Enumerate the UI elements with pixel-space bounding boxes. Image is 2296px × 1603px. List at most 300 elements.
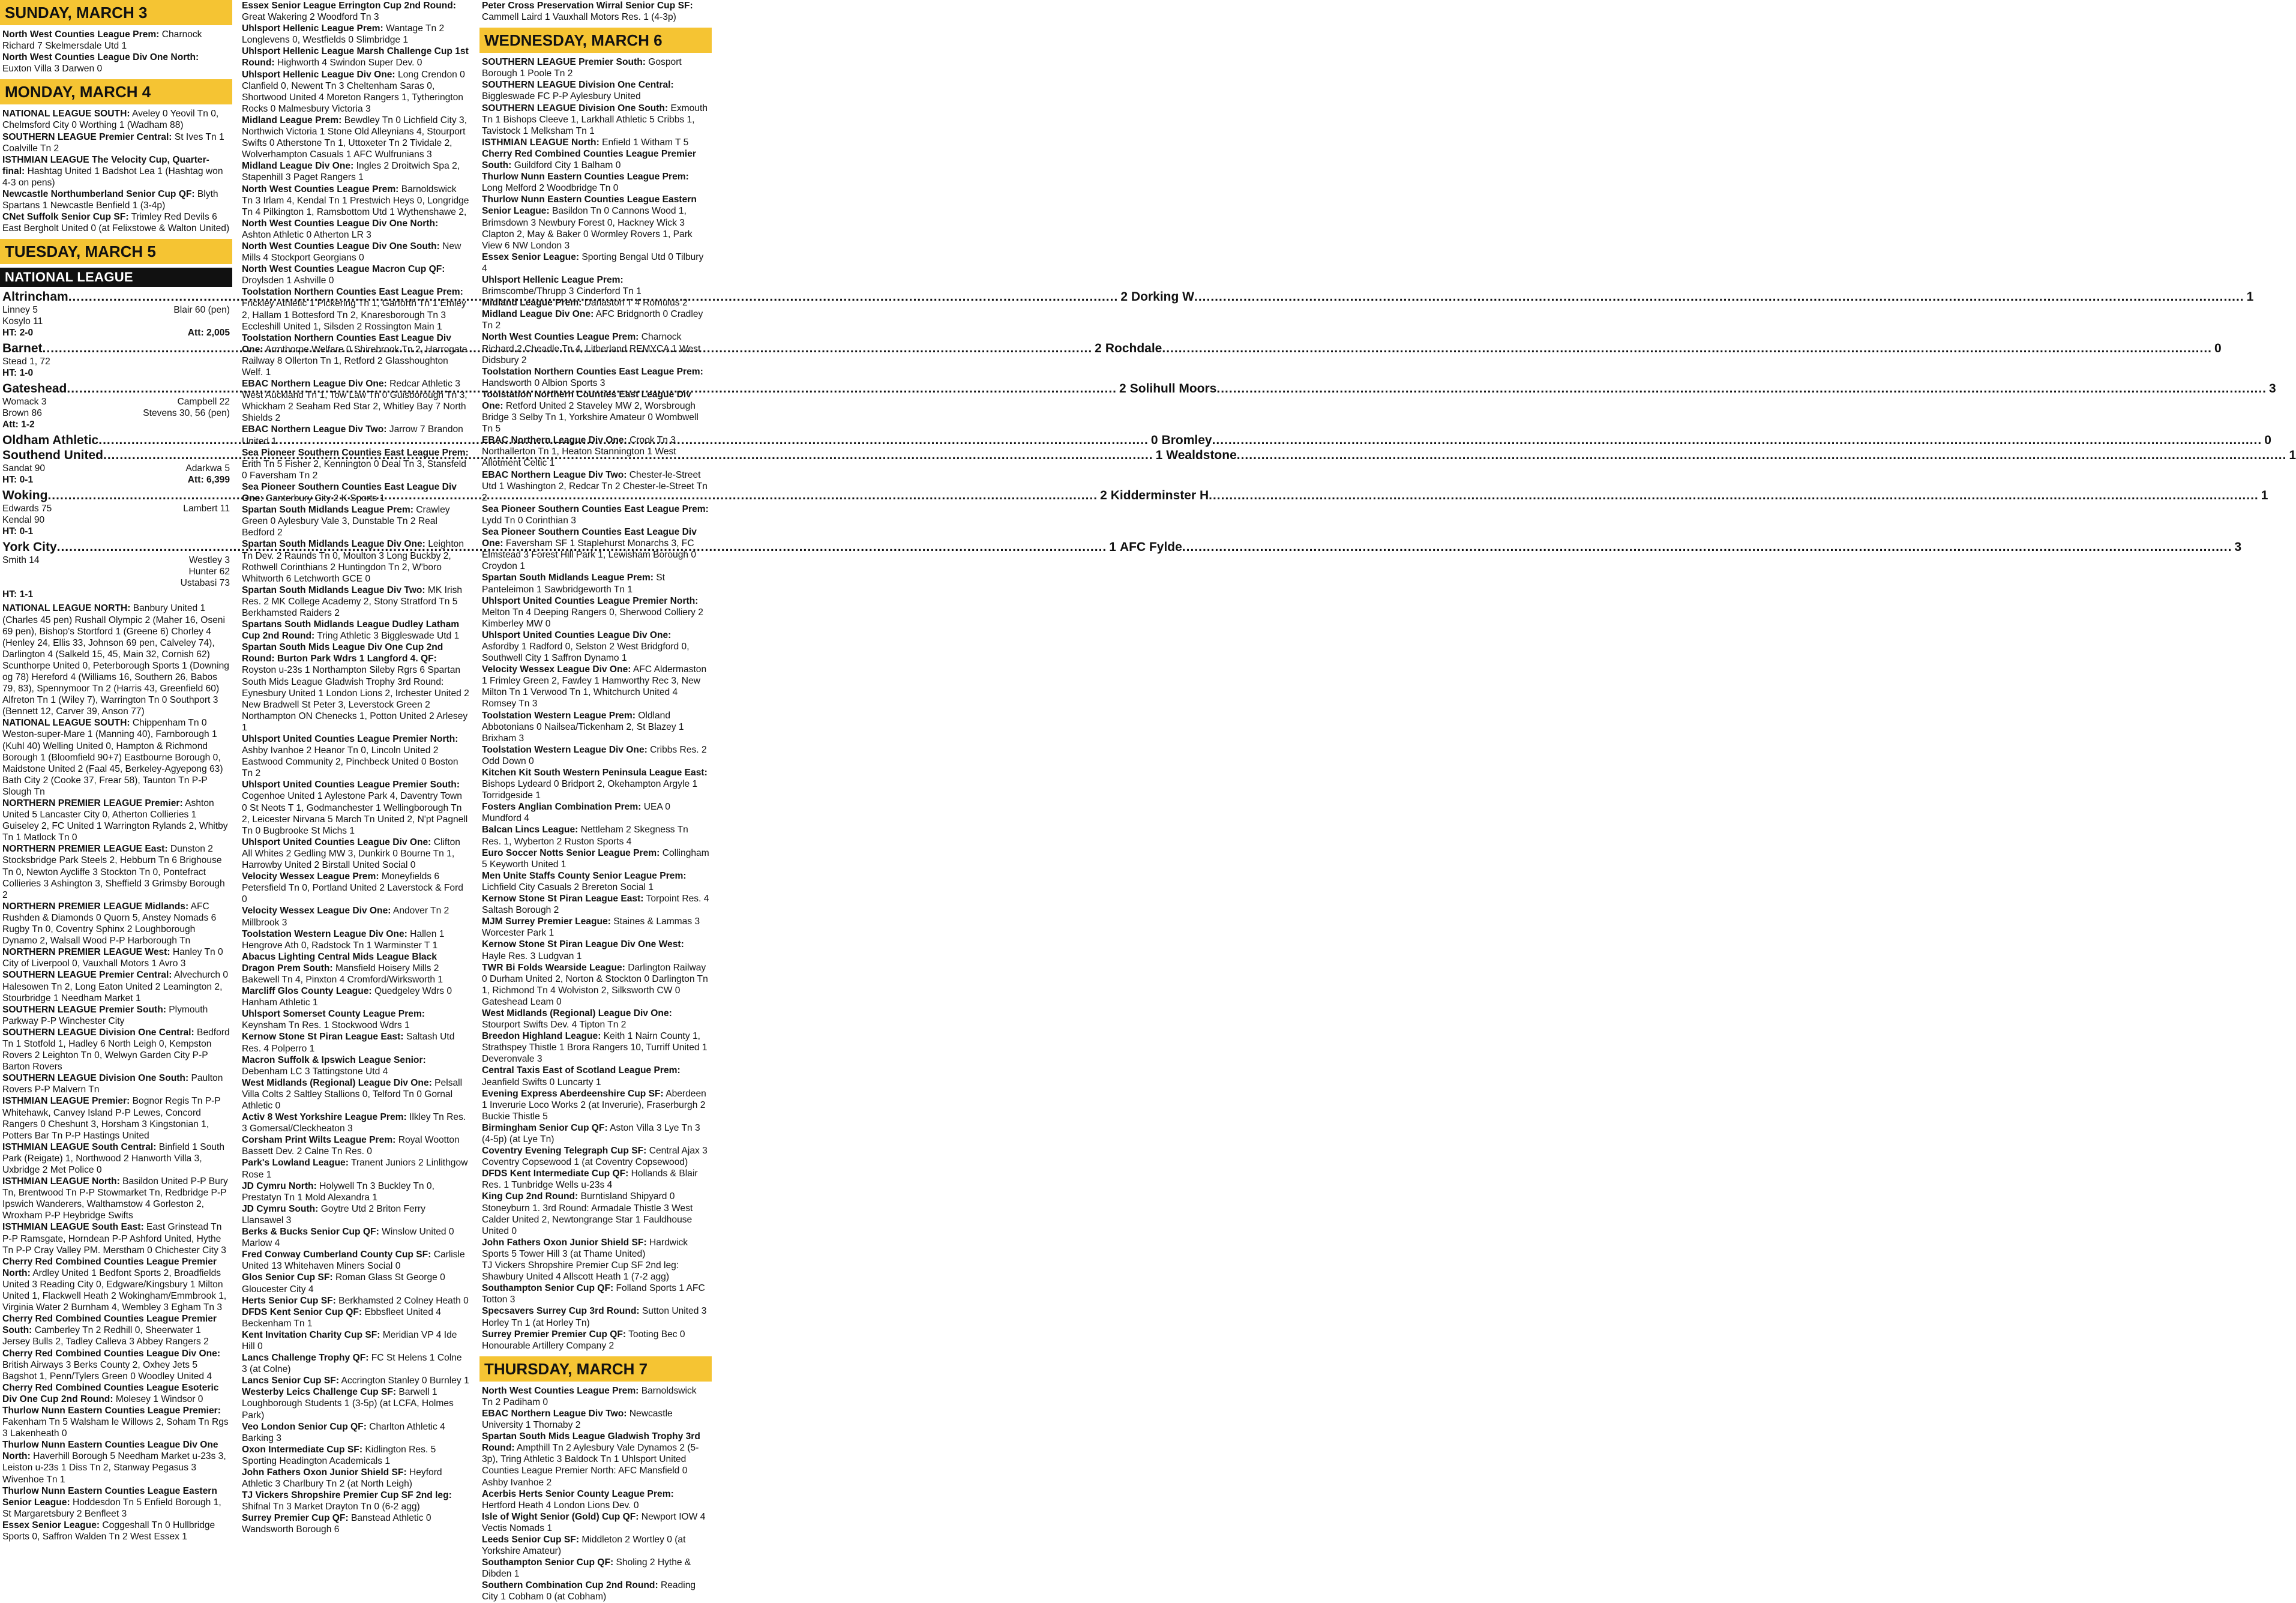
result-entry — [479, 801, 712, 824]
competition-name: ISTHMIAN LEAGUE North: — [2, 1176, 120, 1187]
tuesday-results — [0, 603, 232, 1542]
competition-name: NATIONAL LEAGUE SOUTH: — [2, 718, 130, 729]
result-text: Royal Wootton Bassett Dev. 2 Calne Tn Res. 0 — [242, 1135, 460, 1157]
day-header-sunday: SUNDAY, MARCH 3 — [0, 0, 232, 25]
competition-name: Essex Senior League: — [2, 1520, 100, 1530]
result-entry — [479, 435, 712, 469]
away-scorer: Adarkwa 5 — [185, 463, 230, 474]
result-entry — [479, 1088, 712, 1122]
home-scorer: Sandat 90 — [2, 463, 46, 474]
result-entry — [239, 115, 472, 160]
competition-name: Midland League Div One: — [242, 161, 354, 172]
result-text: Kidlington Res. 5 Sporting Headington Academicals 1 — [242, 1444, 436, 1466]
league-title: NATIONAL LEAGUE — [0, 268, 232, 287]
result-text: Chippenham Tn 0 Weston-super-Mare 1 (Manning 40), Farnborough 1 (Kuhl 40) Welling United 0, Hampton & Richmond Borough 1 (Bloomfield 90+7) Eastbourne Borough 0, Maidstone United 2 (Faal 45, Berkeley-Agyepong 63) Bath City 2 (Cooke 37, Frear 58), Taunton Tn P-P Slough Tn — [2, 718, 223, 797]
result-text: Jeanfield Swifts 0 Luncarty 1 — [482, 1077, 601, 1087]
competition-name: Specsavers Surrey Cup 3rd Round: — [482, 1306, 640, 1317]
result-entry — [0, 717, 232, 798]
result-entry — [479, 630, 712, 664]
result-text: Alvechurch 0 Halesowen Tn 2, Long Eaton United 2 Leamington 2, Stourbridge 1 Needham Market 1 — [2, 970, 229, 1003]
home-scorer — [2, 566, 116, 577]
competition-name: EBAC Northern League Div Two: — [242, 424, 387, 435]
result-text: Clifton All Whites 2 Gedling MW 3, Dunkirk 0 Bourne Tn 1, Harrowby United 2 Birstall United Social 0 — [242, 837, 460, 871]
away-team: AFC Fylde — [1119, 540, 1182, 555]
competition-name: Toolstation Western League Prem: — [482, 710, 636, 721]
competition-name: Berks & Bucks Senior Cup QF: — [242, 1227, 379, 1238]
result-entry — [239, 985, 472, 1008]
result-entry — [479, 308, 712, 331]
result-entry — [239, 1031, 472, 1054]
competition-name: Cherry Red Combined Counties League Premier South: — [482, 148, 697, 171]
result-entry — [239, 1203, 472, 1226]
competition-name: John Fathers Oxon Junior Shield SF: — [242, 1467, 407, 1478]
competition-name: Oxon Intermediate Cup SF: — [242, 1444, 363, 1455]
half-time-score: HT: 2-0 — [2, 328, 34, 338]
home-team: Gateshead — [2, 382, 67, 396]
result-text: Barwell 1 Loughborough Students 1 (3-5p) (at LCFA, Holmes Park) — [242, 1387, 454, 1421]
result-entry — [239, 1249, 472, 1272]
competition-name: Spartan South Midlands League Prem: — [242, 505, 413, 516]
competition-name: Westerby Leics Challenge Cup SF: — [242, 1387, 397, 1398]
result-text: Haverhill Borough 5 Needham Market u-23s 3, Leiston u-23s 1 Diss Tn 2, Stanway Pegasus 3 Wivenhoe Tn 1 — [2, 1451, 226, 1485]
half-time-row — [2, 526, 230, 537]
competition-name: DFDS Kent Intermediate Cup QF: — [482, 1168, 629, 1179]
result-entry — [239, 184, 472, 218]
result-text: Leighton Tn Dev. 2 Raunds Tn 0, Moulton 3 Long Buckby 2, Rothwell Corinthians 2 Huntingdon Tn 2, W'boro Whitworth 6 Letchworth GCE 0 — [242, 539, 464, 584]
result-entry — [479, 251, 712, 274]
result-entry — [239, 585, 472, 619]
day-header-thursday: THURSDAY, MARCH 7 — [479, 1356, 712, 1382]
competition-name: Surrey Premier Cup QF: — [242, 1513, 349, 1524]
result-text: Andover Tn 2 Millbrook 3 — [242, 906, 449, 928]
result-text: Hertford Heath 4 London Lions Dev. 0 — [482, 1500, 639, 1511]
competition-name: North West Counties League Div One North: — [242, 218, 439, 229]
result-text: Hashtag United 1 Badshot Lea 1 (Hashtag won 4-3 on pens) — [2, 166, 223, 188]
result-text: Meridian VP 4 Ide Hill 0 — [242, 1329, 457, 1352]
result-text: Ashton Athletic 0 Atherton LR 3 — [242, 229, 371, 240]
result-entry — [479, 1065, 712, 1087]
result-entry — [479, 1385, 712, 1408]
result-entry — [239, 1272, 472, 1295]
competition-name: Sea Pioneer Southern Counties East League Div One: — [482, 527, 697, 549]
result-text: Keith 1 Nairn County 1, Strathspey Thistle 1 Brora Rangers 10, Turriff United 1 Deveronvale 3 — [482, 1031, 708, 1065]
competition-name: Thurlow Nunn Eastern Counties League Prem: — [482, 172, 689, 182]
competition-name: MJM Surrey Premier League: — [482, 916, 611, 927]
competition-name: Essex Senior League Errington Cup 2nd Round: — [242, 1, 456, 11]
result-entry — [0, 188, 232, 211]
result-entry — [479, 1408, 712, 1431]
result-entry — [479, 194, 712, 251]
result-entry — [479, 1283, 712, 1305]
result-entry — [239, 871, 472, 905]
result-entry — [479, 274, 712, 297]
result-text: Handsworth 0 Albion Sports 3 — [482, 377, 606, 388]
home-team: Oldham Athletic — [2, 433, 99, 448]
result-entry — [479, 1431, 712, 1488]
result-entry — [0, 108, 232, 131]
result-text: Burntisland Shipyard 0 Stoneyburn 1. 3rd Round: Armadale Thistle 3 West Calder United 2, Newtongrange Star 1 Fauldhouse United 0 — [482, 1191, 693, 1236]
competition-name: EBAC Northern League Div Two: — [482, 469, 627, 480]
result-entry — [239, 779, 472, 836]
result-text: Ashton United 5 Lancaster City 0, Atherton Collieries 1 Guiseley 2, FC United 1 Warrington Rylands 2, Whitby Tn 1 Matlock Tn 0 — [2, 798, 228, 843]
result-entry — [239, 905, 472, 928]
result-entry — [239, 619, 472, 642]
result-entry — [479, 572, 712, 595]
dot-leader — [1209, 488, 2259, 503]
result-text: Heyford Athletic 3 Charlbury Tn 2 (at North Leigh) — [242, 1467, 442, 1490]
result-text: Carlisle United 13 Whitehaven Miners Social 0 — [242, 1250, 465, 1272]
result-entry — [239, 951, 472, 985]
result-text: FC St Helens 1 Colne 3 (at Colne) — [242, 1353, 462, 1375]
away-scorer: Hunter 62 — [188, 567, 230, 577]
away-team: Bromley — [1161, 433, 1212, 448]
result-entry — [239, 1512, 472, 1535]
away-scorer: Westley 3 — [188, 555, 230, 566]
result-text: Plymouth Parkway P-P Winchester City — [2, 1004, 208, 1026]
scorer-row — [2, 396, 230, 408]
result-text: Tring Athletic 3 Biggleswade Utd 1 — [314, 631, 460, 642]
result-text: Gosport Borough 1 Poole Tn 2 — [482, 57, 682, 79]
competition-name: SOUTHERN LEAGUE Premier South: — [2, 1004, 166, 1015]
result-text: Debenham LC 3 Tattingstone Utd 4 — [242, 1066, 388, 1077]
scorer-row — [2, 566, 230, 577]
result-entry — [0, 946, 232, 969]
competition-name: Cherry Red Combined Counties League Premier South: — [2, 1314, 217, 1336]
result-text: Torpoint Res. 4 Saltash Borough 2 — [482, 894, 709, 916]
result-text: Lichfield City Casuals 2 Brereton Social 1 — [482, 882, 654, 892]
away-score: 3 — [2234, 540, 2242, 555]
result-entry — [0, 1405, 232, 1439]
competition-name: Breedon Highland League: — [482, 1031, 601, 1042]
competition-name: Velocity Wessex League Prem: — [242, 871, 379, 882]
result-text: Enfield 1 Witham T 5 — [599, 137, 689, 148]
result-text: Darlaston T 4 Romulus 2 — [582, 298, 688, 308]
competition-name: Lancs Challenge Trophy QF: — [242, 1353, 369, 1364]
result-entry — [239, 332, 472, 378]
competition-name: SOUTHERN LEAGUE Division One Central: — [2, 1027, 194, 1038]
competition-name: Kitchen Kit South Western Peninsula League East: — [482, 768, 708, 778]
result-entry — [479, 504, 712, 526]
result-text: Basildon United P-P Bury Tn, Brentwood Tn P-P Stowmarket Tn, Redbridge P-P Ipswich Wanderers, Walthamstow 4 Gorleston 2, Wroxham P-P Heybridge Swifts — [2, 1176, 228, 1221]
competition-name: Thurlow Nunn Eastern Counties League Eastern Senior League: — [2, 1485, 217, 1508]
result-text: Blyth Spartans 1 Newcastle Benfield 1 (3-4p) — [2, 189, 218, 211]
competition-name: EBAC Northern League Div One: — [242, 379, 387, 389]
result-text: Coggeshall Tn 0 Hullbridge Sports 0, Saffron Walden Tn 2 West Essex 1 — [2, 1520, 215, 1542]
result-entry — [239, 263, 472, 286]
result-text: Binfield 1 South Park (Reigate) 1, Northwood 2 Hanworth Villa 3, Uxbridge 2 Met Police 0 — [2, 1141, 225, 1175]
competition-name: EBAC Northern League Div Two: — [482, 1408, 627, 1419]
result-entry — [479, 1237, 712, 1260]
result-entry — [479, 0, 712, 23]
result-entry — [239, 378, 472, 424]
result-entry — [479, 366, 712, 389]
result-text: Hallen 1 Hengrove Ath 0, Radstock Tn 1 Warminster T 1 — [242, 928, 445, 951]
away-score: 0 — [2214, 341, 2222, 356]
competition-name: Midland League Div One: — [482, 309, 594, 320]
result-text: British Airways 3 Berks County 2, Oxhey Jets 5 Bagshot 1, Penn/Tylers Green 0 Woodley United 4 — [2, 1359, 212, 1382]
competition-name: Uhlsport Hellenic League Marsh Challenge Cup 1st Round: — [242, 46, 469, 68]
result-text: Middleton 2 Wortley 0 (at Yorkshire Amateur) — [482, 1535, 686, 1557]
home-score: 1 — [1155, 448, 1163, 463]
result-text: Ingles 2 Droitwich Spa 2, Stapenhill 3 Paget Rangers 1 — [242, 161, 460, 183]
competition-name: Sea Pioneer Southern Counties East League Prem: — [242, 447, 469, 458]
competition-name: Sea Pioneer Southern Counties East League Div One: — [242, 481, 457, 504]
result-entry — [479, 939, 712, 961]
competition-name: Abacus Lighting Central Mids League Black Dragon Prem South: — [242, 951, 437, 973]
competition-name: Sea Pioneer Southern Counties East League Prem: — [482, 504, 709, 514]
competition-name: John Fathers Oxon Junior Shield SF: — [482, 1237, 647, 1248]
competition-name: DFDS Kent Senior Cup QF: — [242, 1307, 362, 1317]
result-text: Charnock Richard 2 Cheadle Tn 4, Litherland REMYCA 1 West Didsbury 2 — [482, 332, 701, 365]
result-text: Mansfield Hoisery Mills 2 Bakewell Tn 4, Pinxton 4 Cromford/Wirksworth 1 — [242, 963, 443, 985]
result-entry — [0, 1072, 232, 1095]
result-entry — [239, 481, 472, 504]
competition-name: SOUTHERN LEAGUE Premier South: — [482, 57, 646, 68]
competition-name: Velocity Wessex League Div One: — [242, 906, 391, 916]
competition-name: JD Cymru South: — [242, 1203, 319, 1214]
competition-name: SOUTHERN LEAGUE Division One South: — [2, 1073, 189, 1084]
result-text: MK Irish Res. 2 MK College Academy 2, Stony Stratford Tn 5 Berkhamsted Raiders 2 — [242, 585, 463, 618]
result-text: Newcastle University 1 Thornaby 2 — [482, 1408, 673, 1431]
half-time-row — [2, 474, 230, 486]
result-entry — [479, 664, 712, 709]
result-entry — [239, 69, 472, 115]
result-entry — [239, 1490, 472, 1512]
competition-name: Uhlsport United Counties League Premier North: — [242, 734, 458, 744]
tuesday-results-continued — [239, 0, 472, 1536]
away-team: Solihull Moors — [1129, 382, 1217, 396]
result-text: Sporting Bengal Utd 0 Tilbury 4 — [482, 251, 704, 274]
result-text: Oldland Abbotonians 0 Nailsea/Tickenham 2, St Blazey 1 Brixham 3 — [482, 710, 684, 744]
competition-name: ISTHMIAN LEAGUE South Central: — [2, 1141, 157, 1152]
competition-name: Surrey Premier Premier Cup QF: — [482, 1329, 627, 1340]
competition-name: JD Cymru North: — [242, 1180, 317, 1191]
result-text: Lydd Tn 0 Corinthian 3 — [482, 515, 576, 526]
result-text: Cribbs Res. 2 Odd Down 0 — [482, 744, 707, 766]
result-text: Barnoldswick Tn 3 Irlam 4, Kendal Tn 1 Prestwich Heys 0, Longridge Tn 4 Pilkington 1, Ramsbottom Utd 1 Wythenshawe 2, — [242, 184, 469, 217]
competition-name: Leeds Senior Cup SF: — [482, 1535, 580, 1545]
competition-name: Toolstation Northern Counties East League Prem: — [482, 366, 703, 377]
competition-name: Men Unite Staffs County Senior League Prem: — [482, 870, 687, 881]
competition-name: King Cup 2nd Round: — [482, 1191, 579, 1202]
result-entry — [0, 1439, 232, 1485]
result-entry — [0, 1485, 232, 1520]
result-entry — [479, 595, 712, 630]
result-text: Staines & Lammas 3 Worcester Park 1 — [482, 916, 700, 939]
attendance: Att: 2,005 — [187, 328, 230, 338]
result-text: Bognor Regis Tn P-P Whitehawk, Canvey Island P-P Lewes, Concord Rangers 0 Cheshunt 3, Horsham 3 Kingstonian 1, Potters Bar Tn P-P Hastings United — [2, 1096, 221, 1141]
competition-name: Newcastle Northumberland Senior Cup QF: — [2, 189, 195, 200]
competition-name: Thurlow Nunn Eastern Counties League Div One North: — [2, 1440, 218, 1462]
result-text: Sutton United 3 Horley Tn 1 (at Horley Tn) — [482, 1306, 707, 1328]
result-entry — [479, 171, 712, 194]
result-entry — [239, 424, 472, 447]
dot-leader — [1194, 289, 2244, 304]
result-entry — [479, 1030, 712, 1065]
competition-name: Spartan South Mids League Gladwish Trophy 3rd Round: — [482, 1431, 700, 1454]
result-entry — [479, 79, 712, 102]
result-entry — [0, 1141, 232, 1176]
result-text: Stourport Swifts Dev. 4 Tipton Tn 2 — [482, 1020, 627, 1030]
away-scorer: Ustabasi 73 — [180, 578, 230, 589]
scorer-row — [2, 577, 230, 589]
result-text: Aberdeen 1 Inverurie Loco Works 2 (at Inverurie), Fraserburgh 2 Buckie Thistle 5 — [482, 1088, 706, 1122]
result-entry — [239, 928, 472, 951]
result-entry — [0, 154, 232, 188]
result-text: Holywell Tn 3 Buckley Tn 0, Prestatyn Tn 1 Mold Alexandra 1 — [242, 1180, 434, 1203]
result-text: Bewdley Tn 0 Lichfield City 3, Northwich Victoria 1 Stone Old Alleynians 4, Stourport Swifts 0 Atherstone Tn 1, Uttoxeter Tn 2 Tividale 2, Wolverhampton Casuals 1 AFC Wulfrunians 3 — [242, 115, 467, 160]
competition-name: NORTHERN PREMIER LEAGUE Midlands: — [2, 901, 189, 912]
competition-name: ISTHMIAN LEAGUE The Velocity Cup, Quarter-final: — [2, 154, 209, 176]
half-time-row — [2, 589, 230, 600]
competition-name: Uhlsport Hellenic League Prem: — [242, 23, 383, 34]
result-text: Ashby Ivanhoe 2 Heanor Tn 0, Lincoln United 2 Eastwood Community 2, Pinchbeck United 0 Boston Tn 2 — [242, 745, 458, 779]
result-text: Aveley 0 Yeovil Tn 0, Chelmsford City 0 Worthing 1 (Wadham 88) — [2, 109, 219, 131]
competition-name: North West Counties League Macron Cup QF: — [242, 264, 445, 275]
result-entry — [0, 969, 232, 1003]
result-text: Sholing 2 Hythe & Dibden 1 — [482, 1557, 691, 1580]
scorer-row — [2, 356, 230, 367]
result-text: Charnock Richard 7 Skelmersdale Utd 1 — [2, 29, 202, 52]
result-entry — [239, 1375, 472, 1386]
result-text: AFC Aldermaston 1 Frimley Green 2, Fawley 1 Hamworthy Rec 3, New Milton Tn 1 Verwood Tn 1, Whitchurch United 4 Romsey Tn 3 — [482, 664, 707, 709]
result-text: Newport IOW 4 Vectis Nomads 1 — [482, 1511, 706, 1533]
competition-name: North West Counties League Prem: — [482, 1385, 639, 1396]
scorer-row — [2, 316, 230, 327]
competition-name: Uhlsport United Counties League Premier North: — [482, 595, 699, 606]
result-entry — [479, 297, 712, 308]
away-scorer — [116, 356, 230, 367]
home-score: 1 — [1109, 540, 1116, 555]
result-text: Ampthill Tn 2 Aylesbury Vale Dynamos 2 (5-3p), Tring Athletic 3 Baldock Tn 1 Uhlsport United Counties League Premier North: AFC Mansfield 0 Ashby Ivanhoe 2 — [482, 1443, 699, 1488]
result-text: Shifnal Tn 3 Market Drayton Tn 0 (6-2 agg) — [242, 1502, 420, 1512]
result-entry — [479, 1168, 712, 1191]
competition-name: CNet Suffolk Senior Cup SF: — [2, 212, 129, 223]
result-text: Goytre Utd 2 Briton Ferry Llansawel 3 — [242, 1203, 425, 1226]
competition-name: Kernow Stone St Piran League Div One West: — [482, 939, 684, 950]
competition-name: Birmingham Senior Cup QF: — [482, 1122, 608, 1133]
competition-name: Toolstation Western League Div One: — [482, 744, 648, 755]
result-text: Keynsham Tn Res. 1 Stockwood Wdrs 1 — [242, 1020, 410, 1031]
result-text: Hoddesdon Tn 5 Enfield Borough 1, St Margaretsbury 2 Benfleet 3 — [2, 1497, 221, 1519]
competition-name: Acerbis Herts Senior County League Prem: — [482, 1488, 674, 1499]
result-text: Ebbsfleet United 4 Beckenham Tn 1 — [242, 1307, 441, 1329]
result-text: Bishops Lydeard 0 Bridport 2, Okehampton Argyle 1 Torridgeside 1 — [482, 779, 698, 801]
competition-name: Glos Senior Cup SF: — [242, 1272, 333, 1283]
result-entry — [239, 1111, 472, 1134]
result-entry — [239, 733, 472, 779]
competition-name: Kernow Stone St Piran League East: — [242, 1032, 404, 1042]
competition-name: Uhlsport Somerset County League Prem: — [242, 1009, 425, 1020]
result-entry — [479, 1557, 712, 1580]
competition-name: Uhlsport Hellenic League Div One: — [242, 69, 395, 80]
result-entry — [0, 798, 232, 843]
away-scorer — [116, 316, 230, 327]
result-text: Collingham 5 Keyworth United 1 — [482, 847, 709, 870]
result-entry — [0, 1221, 232, 1256]
result-entry — [0, 843, 232, 900]
result-entry — [479, 767, 712, 801]
home-score: 2 — [1100, 489, 1107, 503]
result-entry — [239, 1134, 472, 1157]
result-entry — [479, 331, 712, 365]
competition-name: Spartan South Midlands League Div One: — [242, 539, 425, 550]
competition-name: Euro Soccer Notts Senior League Prem: — [482, 847, 660, 858]
result-text: TJ Vickers Shropshire Premier Cup SF 2nd leg: Shawbury United 4 Allscott Heath 1 (7-2 agg) — [482, 1260, 679, 1283]
result-text: Hollands & Blair Res. 1 Tunbridge Wells u-23s 4 — [482, 1168, 698, 1191]
competition-name: Midland League Prem: — [482, 298, 582, 308]
sunday-results — [0, 29, 232, 74]
result-entry — [479, 137, 712, 148]
result-text: Biggleswade FC P-P Aylesbury United — [482, 91, 641, 102]
result-text: Long Crendon 0 Clanfield 0, Newent Tn 3 Cheltenham Saras 0, Shortwood United 4 Moreton Rangers 1, Tytherington Rocks 0 Malmesbury Victoria 3 — [242, 69, 465, 114]
competition-name: Activ 8 West Yorkshire League Prem: — [242, 1112, 407, 1123]
result-entry — [239, 447, 472, 481]
result-entry — [239, 286, 472, 332]
result-text: Hardwick Sports 5 Tower Hill 3 (at Thame United) — [482, 1237, 688, 1259]
scorer-row — [2, 555, 230, 566]
result-text: Reading City 1 Cobham 0 (at Cobham) — [482, 1580, 696, 1602]
result-text: Ilkley Tn Res. 3 Gomersal/Cleckheaton 3 — [242, 1112, 466, 1134]
competition-name: Central Taxis East of Scotland League Prem: — [482, 1065, 681, 1076]
result-entry — [239, 46, 472, 68]
result-entry — [239, 1444, 472, 1467]
result-entry — [479, 1534, 712, 1557]
result-entry — [0, 1027, 232, 1072]
dot-leader — [1237, 448, 2287, 463]
competition-name: Uhlsport Hellenic League Prem: — [482, 274, 624, 285]
home-team: York City — [2, 540, 57, 555]
result-entry — [479, 847, 712, 870]
result-text: Fakenham Tn 5 Walsham le Willows 2, Soham Tn Rgs 3 Lakenheath 0 — [2, 1417, 229, 1439]
result-text: Brimscombe/Thrupp 3 Cinderford Tn 1 — [482, 286, 642, 297]
result-entry — [239, 1421, 472, 1444]
result-text: St Panteleimon 1 Sawbridgeworth Tn 1 — [482, 573, 666, 595]
result-entry — [479, 1191, 712, 1236]
result-text: Erith Tn 5 Fisher 2, Kennington 0 Deal Tn 3, Stansfeld 0 Faversham Tn 2 — [242, 459, 466, 481]
away-team: Dorking W — [1131, 290, 1194, 304]
result-entry — [479, 1260, 712, 1283]
competition-name: Lancs Senior Cup SF: — [242, 1376, 340, 1386]
day-header-wednesday: WEDNESDAY, MARCH 6 — [479, 28, 712, 53]
result-entry — [479, 469, 712, 504]
result-entry — [239, 1386, 472, 1421]
competition-name: Uhlsport United Counties League Premier South: — [242, 780, 460, 790]
result-entry — [479, 56, 712, 79]
result-text: Melton Tn 4 Deeping Rangers 0, Sherwood Colliery 2 Kimberley MW 0 — [482, 607, 703, 629]
half-time-row — [2, 419, 230, 430]
result-entry — [0, 29, 232, 52]
competition-name: Spartan South Midlands League Div Two: — [242, 585, 425, 595]
result-entry — [479, 1511, 712, 1534]
result-entry — [239, 1008, 472, 1031]
result-entry — [479, 710, 712, 744]
result-entry — [239, 1180, 472, 1203]
competition-name: Herts Senior Cup SF: — [242, 1295, 336, 1306]
tuesday-results-end — [479, 0, 712, 23]
competition-name: Uhlsport United Counties League Div One: — [482, 630, 672, 640]
result-entry — [239, 1226, 472, 1249]
competition-name: North West Counties League Div One North: — [2, 52, 199, 63]
result-text: Central Ajax 3 Coventry Copsewood 1 (at Coventry Copsewood) — [482, 1146, 708, 1168]
competition-name: Southern Combination Cup 2nd Round: — [482, 1580, 658, 1591]
home-team: Barnet — [2, 341, 43, 356]
result-entry — [0, 901, 232, 946]
result-entry — [239, 538, 472, 584]
competition-name: West Midlands (Regional) League Div One: — [482, 1008, 672, 1018]
competition-name: ISTHMIAN LEAGUE South East: — [2, 1222, 144, 1233]
half-time-score: HT: 1-0 — [2, 368, 34, 379]
